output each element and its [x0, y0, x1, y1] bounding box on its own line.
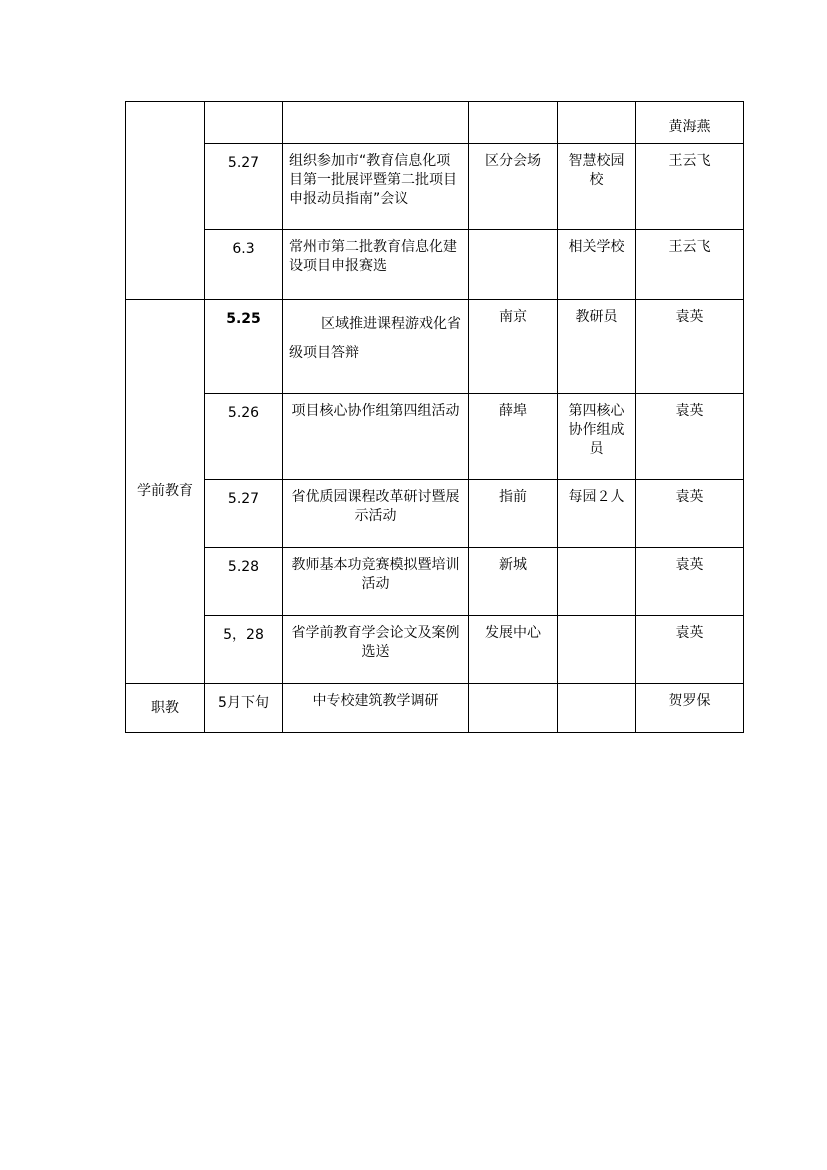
- participants-cell: 相关学校: [558, 230, 636, 300]
- date-cell: 5.27: [205, 144, 283, 230]
- location-cell: 薛埠: [469, 394, 558, 480]
- participants-cell: [558, 616, 636, 684]
- participants-cell: 第四核心协作组成员: [558, 394, 636, 480]
- category-cell: 职教: [126, 684, 205, 733]
- participants-cell: 每园２人: [558, 480, 636, 548]
- content-cell: 教师基本功竞赛模拟暨培训活动: [283, 548, 469, 616]
- schedule-table: [125, 101, 744, 733]
- content-cell: 项目核心协作组第四组活动: [283, 394, 469, 480]
- table-row: [126, 548, 744, 616]
- table-row: [126, 616, 744, 684]
- participants-cell: [558, 684, 636, 733]
- content-cell: 省学前教育学会论文及案例选送: [283, 616, 469, 684]
- table-row: [126, 102, 744, 144]
- location-cell: [469, 684, 558, 733]
- person-cell: 王云飞: [636, 144, 744, 230]
- category-cell: [126, 102, 205, 300]
- location-cell: 区分会场: [469, 144, 558, 230]
- category-cell: 学前教育: [126, 300, 205, 684]
- person-cell: 袁英: [636, 616, 744, 684]
- person-cell: 袁英: [636, 300, 744, 394]
- date-cell: 5.27: [205, 480, 283, 548]
- location-cell: [469, 102, 558, 144]
- person-cell: 袁英: [636, 394, 744, 480]
- date-cell: 6.3: [205, 230, 283, 300]
- location-cell: 新城: [469, 548, 558, 616]
- location-cell: [469, 230, 558, 300]
- content-cell: [283, 102, 469, 144]
- content-cell: 组织参加市“教育信息化项目第一批展评暨第二批项目申报动员指南”会议: [283, 144, 469, 230]
- content-cell: 省优质园课程改革研讨暨展示活动: [283, 480, 469, 548]
- location-cell: 发展中心: [469, 616, 558, 684]
- location-cell: 指前: [469, 480, 558, 548]
- participants-cell: 教研员: [558, 300, 636, 394]
- participants-cell: 智慧校园校: [558, 144, 636, 230]
- date-cell: 5，28: [205, 616, 283, 684]
- person-cell: 王云飞: [636, 230, 744, 300]
- date-cell: [205, 102, 283, 144]
- participants-cell: [558, 548, 636, 616]
- person-cell: 黄海燕: [636, 102, 744, 144]
- date-cell: 5.26: [205, 394, 283, 480]
- table-row: [126, 300, 744, 394]
- table-row: [126, 684, 744, 733]
- table-row: [126, 394, 744, 480]
- table-row: [126, 480, 744, 548]
- date-cell: 5.25: [205, 300, 283, 394]
- participants-cell: [558, 102, 636, 144]
- table-row: [126, 230, 744, 300]
- person-cell: 袁英: [636, 480, 744, 548]
- table-row: [126, 144, 744, 230]
- person-cell: 袁英: [636, 548, 744, 616]
- person-cell: 贺罗保: [636, 684, 744, 733]
- content-cell: 常州市第二批教育信息化建设项目申报赛选: [283, 230, 469, 300]
- content-cell: 区域推进课程游戏化省级项目答辩: [283, 300, 469, 394]
- content-cell: 中专校建筑教学调研: [283, 684, 469, 733]
- date-cell: 5月下旬: [205, 684, 283, 733]
- location-cell: 南京: [469, 300, 558, 394]
- date-cell: 5.28: [205, 548, 283, 616]
